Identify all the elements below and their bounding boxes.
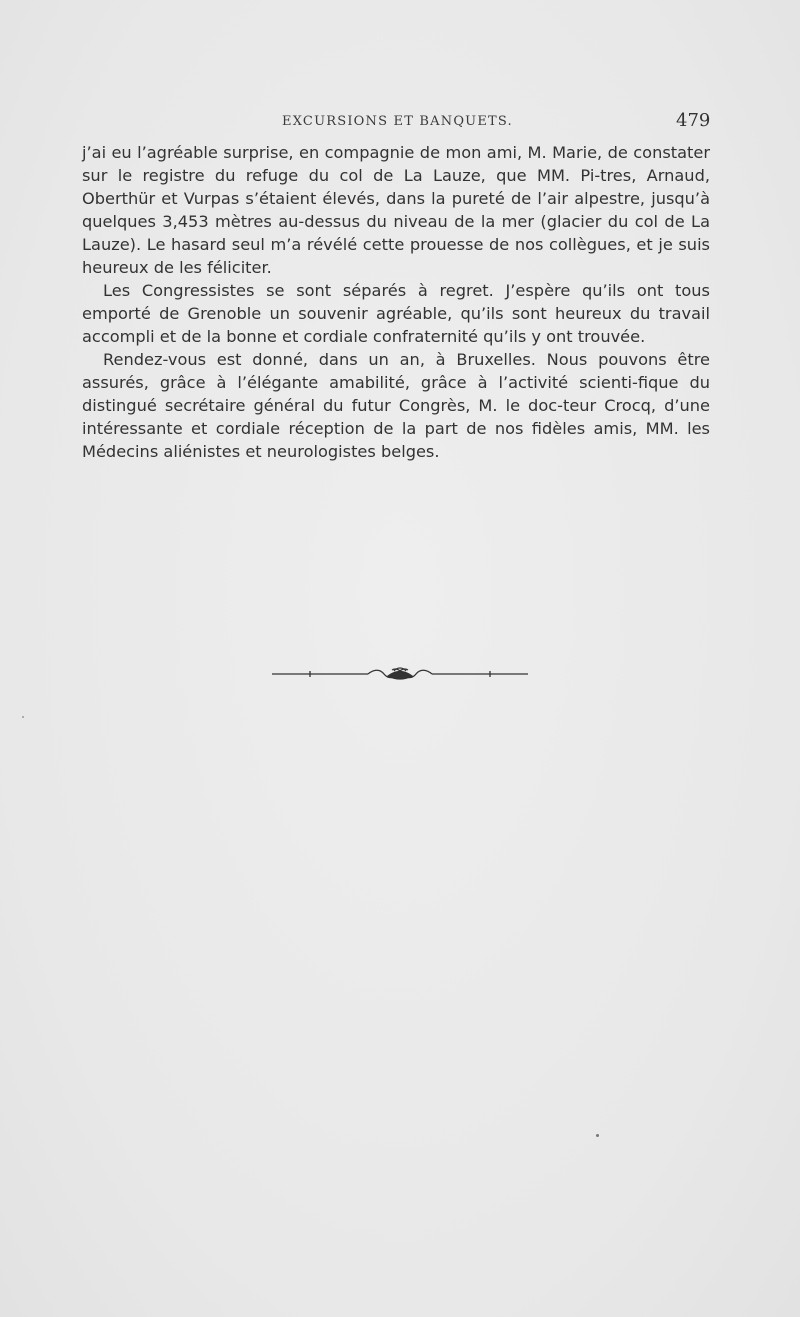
body-text [82, 141, 710, 463]
paper-speck [22, 716, 24, 718]
paragraph-2: Les Congressistes se sont séparés à regret. J’espère qu’ils ont tous emporté de Grenoble un souvenir agréable, qu’ils sont heureux du travail accompli et de la bonne et cordiale confraternité qu’ils y ont trouvée. [82, 281, 710, 346]
running-head [0, 110, 800, 134]
paper-speck [596, 1134, 599, 1137]
page-number: 479 [676, 110, 711, 131]
running-title: EXCURSIONS ET BANQUETS. [282, 114, 513, 129]
decorative-scroll-rule-icon [270, 664, 530, 684]
paragraph-3: Rendez-vous est donné, dans un an, à Bruxelles. Nous pouvons être assurés, grâce à l’élégante amabilité, grâce à l’activité scienti-fique du distingué secrétaire général du futur Congrès, M. le doc-teur Crocq, d’une intéressante et cordiale réception de la part de nos fidèles amis, MM. les Médecins aliénistes et neurologistes belges. [82, 350, 710, 461]
paragraph-1: j’ai eu l’agréable surprise, en compagnie de mon ami, M. Marie, de constater sur le registre du refuge du col de La Lauze, que MM. Pi-tres, Arnaud, Oberthür et Vurpas s’étaient élevés, dans la pureté de l’air alpestre, jusqu’à quelques 3,453 mètres au-dessus du niveau de la mer (glacier du col de La Lauze). Le hasard seul m’a révélé cette prouesse de nos collègues, et je suis heureux de les féliciter. [82, 143, 710, 277]
